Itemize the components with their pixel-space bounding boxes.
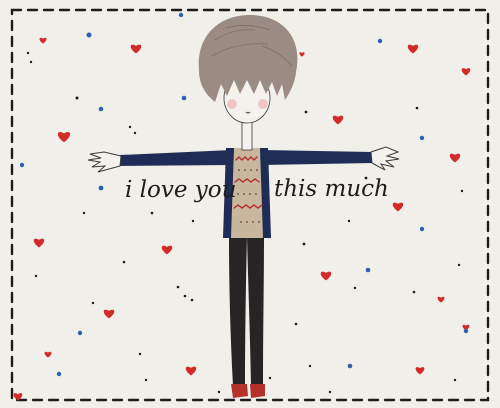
left-shoe <box>231 384 248 398</box>
heart-icon <box>186 367 196 376</box>
heart-icon <box>131 45 141 54</box>
confetti-dot <box>416 107 419 110</box>
confetti-dot <box>179 13 183 17</box>
confetti-dot <box>420 136 424 140</box>
confetti-dot <box>413 291 416 294</box>
confetti-dot <box>99 186 104 191</box>
confetti-dot <box>92 302 94 304</box>
confetti-dot <box>123 261 126 264</box>
confetti-dot <box>454 379 456 381</box>
heart-icon <box>408 45 418 54</box>
confetti-dot <box>76 97 79 100</box>
confetti-dot <box>35 275 37 277</box>
confetti-dot <box>269 377 271 379</box>
heart-icon <box>416 367 425 374</box>
confetti-dot <box>177 286 180 289</box>
heart-icon <box>45 352 52 358</box>
confetti-dot <box>83 212 85 214</box>
shoes <box>231 384 265 398</box>
heart-icon <box>438 297 445 303</box>
confetti-dot <box>192 220 194 222</box>
confetti-dot <box>461 190 463 192</box>
confetti-dot <box>464 329 468 333</box>
confetti-dot <box>458 264 460 266</box>
confetti-dot <box>329 391 331 393</box>
heart-icon <box>34 239 44 248</box>
confetti-dot <box>129 126 131 128</box>
confetti-dot <box>348 220 350 222</box>
heart-icon <box>462 68 471 75</box>
left-hand <box>88 152 121 172</box>
confetti-dot <box>420 227 424 231</box>
heart-icon <box>299 52 304 56</box>
confetti-dot <box>78 331 82 335</box>
heart-icon <box>162 246 172 255</box>
confetti-dot <box>309 365 311 367</box>
confetti-dot <box>378 39 382 43</box>
heart-icon <box>333 116 343 125</box>
confetti-dot <box>20 163 24 167</box>
right-hand <box>371 147 399 170</box>
confetti-dot <box>134 132 136 134</box>
heart-icon <box>58 132 70 142</box>
right-shoe <box>250 384 265 398</box>
heart-icon <box>393 203 403 212</box>
right-cheek <box>258 99 268 109</box>
confetti-dot <box>57 372 61 376</box>
confetti-dot <box>30 61 32 63</box>
left-sleeve <box>118 150 232 166</box>
heart-icon <box>321 272 331 281</box>
confetti-dot <box>139 353 141 355</box>
right-sleeve <box>262 150 373 165</box>
confetti-dot <box>87 33 92 38</box>
confetti-dot <box>151 212 154 215</box>
heart-icon <box>40 38 47 44</box>
confetti-dot <box>366 268 371 273</box>
confetti-dot <box>191 299 194 302</box>
confetti-dot <box>99 107 104 112</box>
confetti-dot <box>295 323 298 326</box>
caption-left: i love you <box>125 177 237 203</box>
confetti-dot <box>305 111 308 114</box>
pants <box>229 236 264 386</box>
left-cheek <box>227 99 237 109</box>
confetti-dot <box>184 295 187 298</box>
confetti-dot <box>354 287 356 289</box>
heart-icon <box>450 154 460 163</box>
heart-icon <box>104 310 114 319</box>
confetti-dot <box>348 364 353 369</box>
confetti-dot <box>303 243 306 246</box>
boy-figure <box>88 15 399 398</box>
confetti-dot <box>218 391 220 393</box>
caption-right: this much <box>274 176 389 202</box>
confetti-dot <box>27 52 29 54</box>
confetti-dot <box>182 96 187 101</box>
confetti-dot <box>145 379 147 381</box>
